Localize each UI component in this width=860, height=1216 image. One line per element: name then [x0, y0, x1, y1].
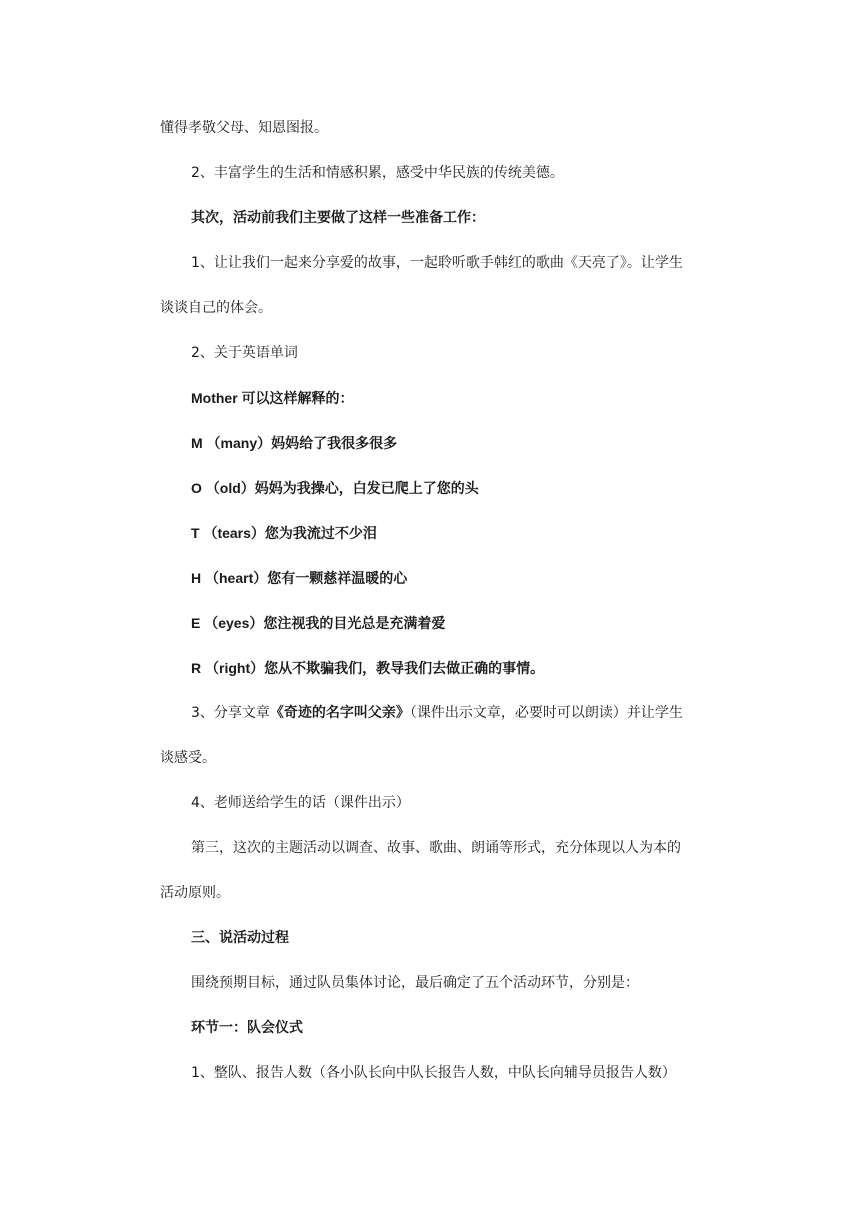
paragraph-line: 谈感受。 [160, 750, 216, 766]
section-heading: 环节一：队会仪式 [191, 1020, 303, 1036]
acrostic-line: T （tears）您为我流过不少泪 [191, 525, 377, 541]
paragraph-line: 懂得孝敬父母、知恩图报。 [160, 120, 328, 136]
paragraph-line: 谈谈自己的体会。 [160, 300, 272, 316]
acrostic-line: H （heart）您有一颗慈祥温暖的心 [191, 570, 408, 586]
paragraph-line: 围绕预期目标，通过队员集体讨论，最后确定了五个活动环节，分别是： [191, 975, 639, 991]
acrostic-line: O （old）妈妈为我操心，白发已爬上了您的头 [191, 480, 479, 496]
paragraph-line: 1、让让我们一起来分享爱的故事，一起聆听歌手韩红的歌曲《天亮了》。让学生 [191, 255, 683, 271]
line-text: 3、分享文章 [191, 705, 270, 721]
article-title: 《奇迹的名字叫父亲》 [269, 705, 410, 721]
line-text: （课件出示文章，必要时可以朗读）并让学生 [409, 705, 683, 721]
paragraph-line: 第三，这次的主题活动以调查、故事、歌曲、朗诵等形式，充分体现以人为本的 [191, 840, 681, 856]
section-heading: 三、说活动过程 [191, 930, 289, 946]
section-heading: 其次，活动前我们主要做了这样一些准备工作： [191, 210, 485, 226]
paragraph-line: 2、关于英语单词 [191, 345, 298, 361]
paragraph-line: 2、丰富学生的生活和情感积累，感受中华民族的传统美德。 [191, 165, 564, 181]
paragraph-line [191, 703, 683, 723]
acrostic-line: R （right）您从不欺骗我们，教导我们去做正确的事情。 [191, 660, 545, 676]
paragraph-line: Mother 可以这样解释的： [191, 390, 354, 406]
acrostic-line: E （eyes）您注视我的目光总是充满着爱 [191, 615, 446, 631]
paragraph-line: 活动原则。 [160, 885, 230, 901]
paragraph-line: 1、整队、报告人数（各小队长向中队长报告人数，中队长向辅导员报告人数） [191, 1065, 676, 1081]
acrostic-line: M （many）妈妈给了我很多很多 [191, 435, 398, 451]
paragraph-line: 4、老师送给学生的话（课件出示） [191, 795, 410, 811]
